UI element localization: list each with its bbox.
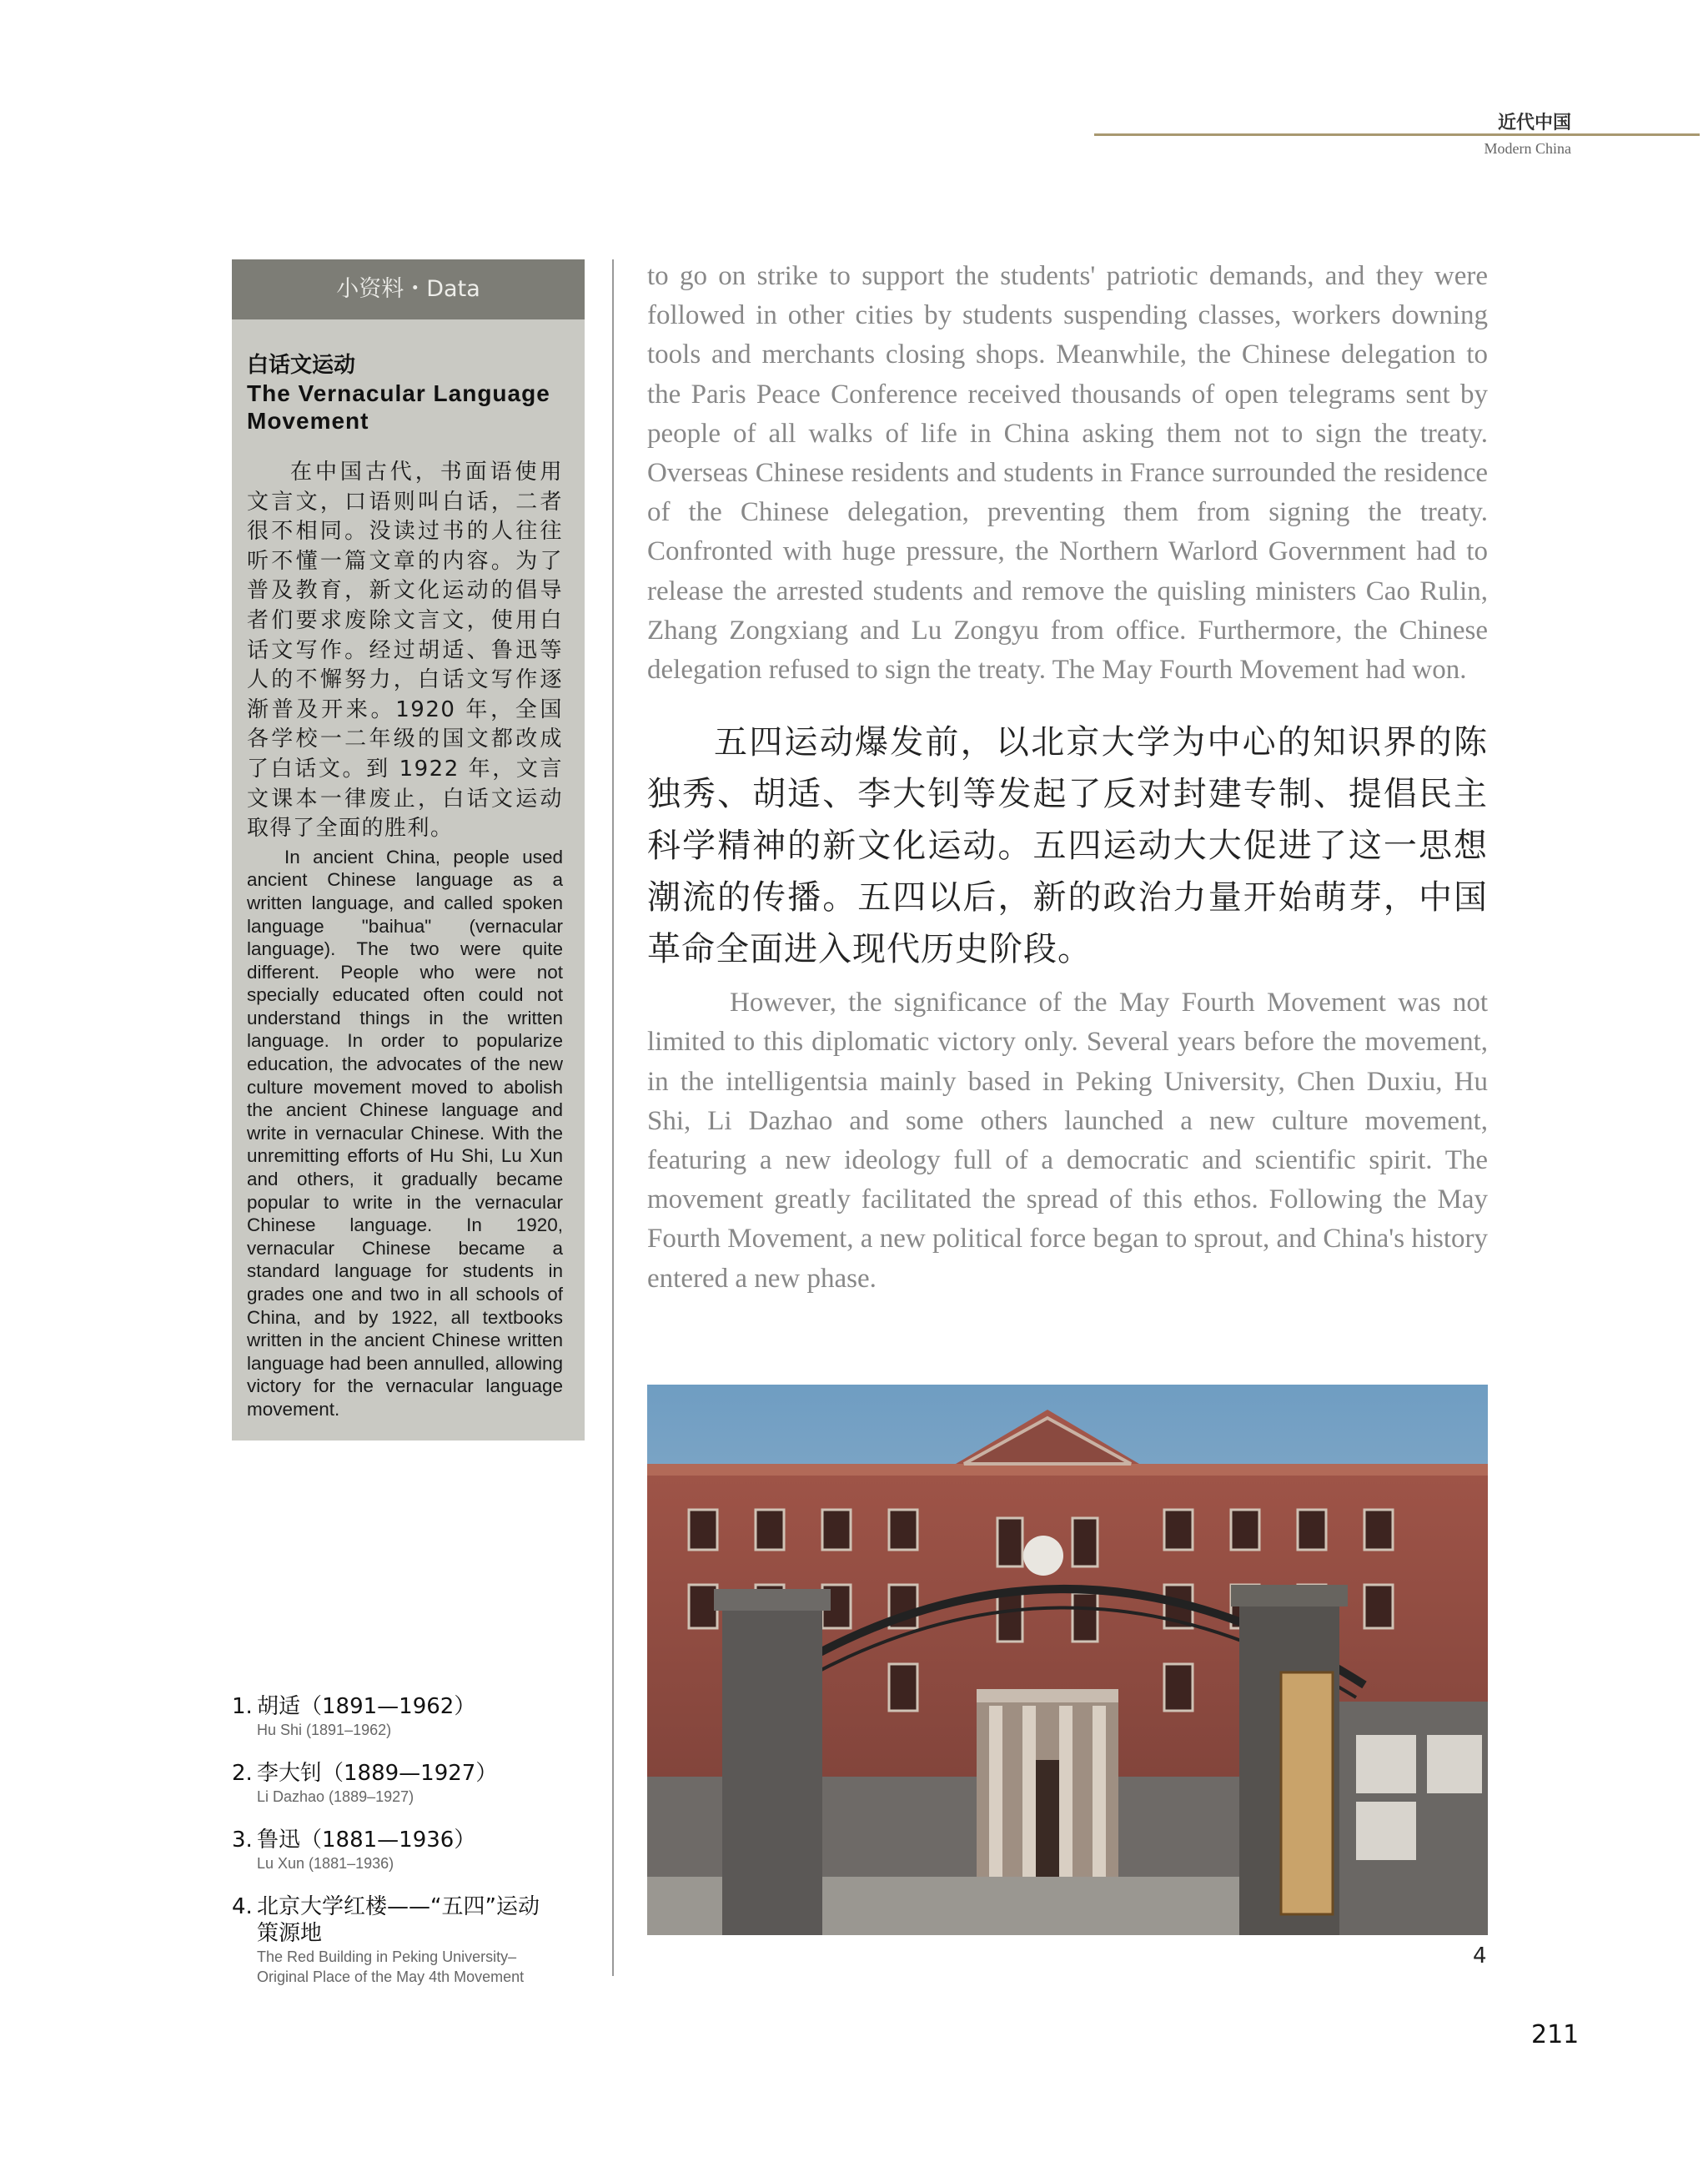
column-divider <box>612 259 614 1976</box>
caption-number: 3. <box>232 1828 253 1853</box>
caption-zh: 李大钊（1889—1927） <box>257 1761 498 1786</box>
caption-zh: 胡适（1891—1962） <box>257 1694 476 1719</box>
header-divider <box>1094 133 1700 136</box>
caption-zh: 鲁迅（1881—1936） <box>257 1828 476 1853</box>
paragraph-zh: 五四运动爆发前，以北京大学为中心的知识界的陈独秀、胡适、李大钊等发起了反对封建专制、提倡民主科学精神的新文化运动。五四运动大大促进了这一思想潮流的传播。五四以后，新的政治力量开始萌芽，中国革命全面进入现代历史阶段。 <box>647 723 1488 969</box>
caption-item <box>232 1827 599 1873</box>
paragraph-en-2: However, the significance of the May Fourth Movement was not limited to this diplomatic victory only. Several years before the movement, in the intelligentsia mainly based in Peking University, Chen Duxiu, Hu Shi, Li Dazhao and some others launched a new culture movement, featuring a new ideology full of a democratic and scientific spirit. The movement greatly facilitated the spread of this ethos. Following the May Fourth Movement, a new political force began to sprout, and China's history entered a new phase. <box>647 988 1488 1294</box>
caption-en-continued: Original Place of the May 4th Movement <box>257 1968 525 1985</box>
data-body-zh: 在中国古代，书面语使用文言文，口语则叫白话，二者很不相同。没读过书的人往往听不懂一篇文章的内容。为了普及教育，新文化运动的倡导者们要求废除文言文，使用白话文写作。经过胡适、鲁迅等人的不懈努力，白话文写作逐渐普及开来。1920 年，全国各学校一二年级的国文都改成了白话文。到 1922 年，文言文课本一律废止，白话文运动取得了全面的胜利。 <box>247 460 563 842</box>
caption-zh: 北京大学红楼——“五四”运动 <box>257 1894 540 1919</box>
data-body-en: In ancient China, people used ancient Chinese language as a written language, and called spoken language "baihua" (vernacular language). The two were quite different. People who were not specially educated often could not understand things in the written language. In order to popularize education, the advocates of the new culture movement moved to abolish the ancient Chinese language and write in vernacular Chinese. With the unremitting efforts of Hu Shi, Lu Xun and others, it gradually became popular to write in the vernacular Chinese language. In 1920, vernacular Chinese became a standard language for students in grades one and two in all schools of China, and by 1922, all textbooks written in the ancient Chinese written language had been annulled, allowing victory for the vernacular language movement. <box>247 846 563 1420</box>
caption-item <box>232 1760 599 1807</box>
section-title-en: Modern China <box>1484 140 1571 157</box>
data-title-en: The Vernacular Language Movement <box>247 380 550 434</box>
caption-zh-continued: 策源地 <box>257 1921 323 1946</box>
caption-item <box>232 1693 599 1740</box>
caption-en: Lu Xun (1881–1936) <box>257 1855 394 1872</box>
caption-item <box>232 1893 599 1987</box>
section-title-zh: 近代中国 <box>1497 112 1571 133</box>
photo-number: 4 <box>1473 1943 1487 1968</box>
photo-captions <box>232 1693 599 2007</box>
paragraph-en-1: to go on strike to support the students' patriotic demands, and they were followed in other cities by students suspending classes, workers downing tools and merchants closing shops. Meanwhile, the Chinese delegation to the Paris Peace Conference received thousands of open telegrams sent by people of all walks of life in China asking them not to sign the treaty. Overseas Chinese residents and students in France surrounded the residence of the Chinese delegation, preventing them from signing the treaty. Confronted with huge pressure, the Northern Warlord Government had to release the arrested students and remove the quisling ministers Cao Rulin, Zhang Zongxiang and Lu Zongyu from office. Furthermore, the Chinese delegation refused to sign the treaty. The May Fourth Movement had won. <box>647 261 1488 686</box>
red-building-photo <box>647 1385 1488 1935</box>
caption-number: 4. <box>232 1894 253 1919</box>
caption-number: 1. <box>232 1694 253 1719</box>
caption-en: Li Dazhao (1889–1927) <box>257 1788 414 1805</box>
data-box-header: 小资料・Data <box>232 259 585 319</box>
caption-en: Hu Shi (1891–1962) <box>257 1722 392 1738</box>
caption-en: The Red Building in Peking University– <box>257 1948 517 1965</box>
page-number: 211 <box>1531 2020 1580 2049</box>
caption-number: 2. <box>232 1761 253 1786</box>
red-building-illustration <box>647 1385 1488 1935</box>
data-sidebar-box <box>232 259 585 1441</box>
data-title-zh: 白话文运动 <box>247 353 356 378</box>
main-text-column <box>647 257 1488 1299</box>
